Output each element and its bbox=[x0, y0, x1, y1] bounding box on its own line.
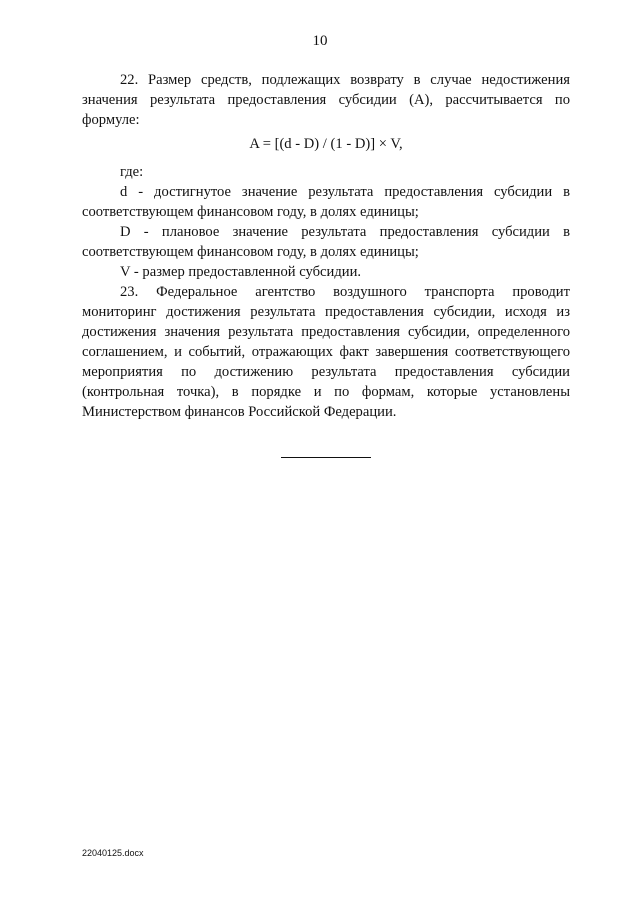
end-divider-line bbox=[281, 457, 371, 458]
page-number: 10 bbox=[312, 33, 328, 49]
formula-where-label: где: bbox=[120, 164, 144, 180]
definition-D: D - плановое значение результата предоставления субсидии в соответствующем финансовом году, в долях единицы; bbox=[82, 224, 570, 260]
definition-d: d - достигнутое значение результата предоставления субсидии в соответствующем финансовом году, в долях единицы; bbox=[82, 184, 570, 220]
clause-23: 23. Федеральное агентство воздушного транспорта проводит мониторинг достижения результата предоставления субсидии, исходя из достижения значения результата предоставления субсидии, определенного соглашением, и событий, отражающих факт завершения соответствующего мероприятия по достижению результата предоставления субсидии (контрольная точка), в порядке и по формам, которые установлены Министерством финансов Российской Федерации. bbox=[82, 284, 570, 420]
document-body bbox=[82, 70, 570, 422]
clause-22: 22. Размер средств, подлежащих возврату в случае недостижения значения результата предоставления субсидии (A), рассчитывается по формуле: bbox=[82, 72, 570, 128]
refund-formula: A = [(d - D) / (1 - D)] × V, bbox=[249, 136, 403, 152]
file-name-footer: 22040125.docx bbox=[82, 848, 144, 858]
definition-V: V - размер предоставленной субсидии. bbox=[120, 264, 362, 280]
